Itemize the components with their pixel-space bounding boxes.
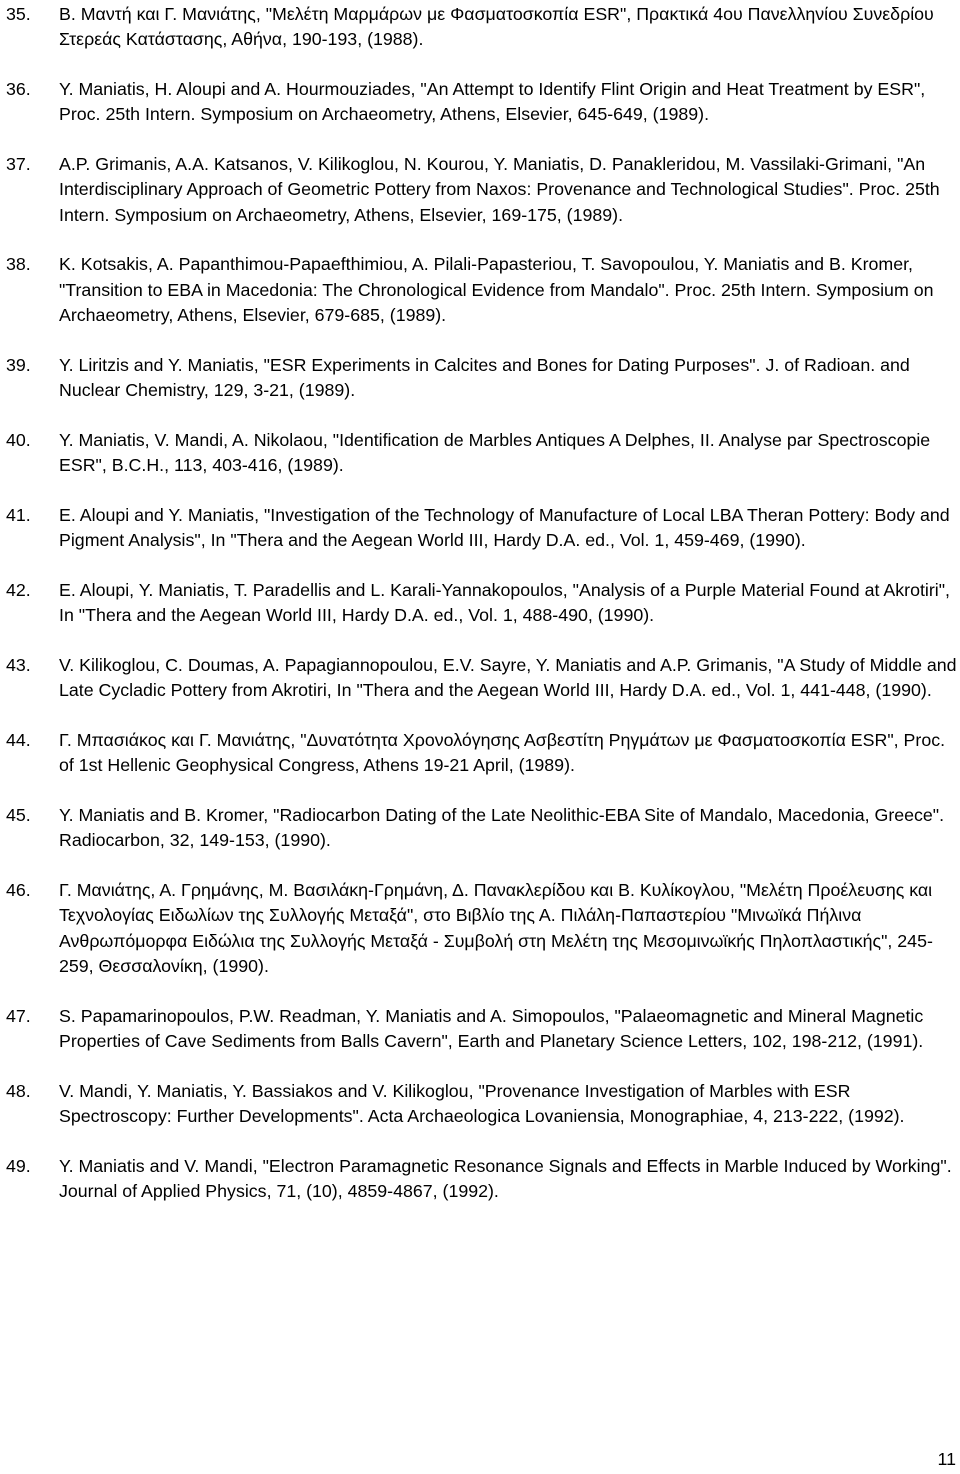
reference-entry [6,878,960,980]
reference-entry [6,428,960,479]
page-number: 11 [937,1449,956,1469]
reference-entry [6,803,960,854]
reference-entry [6,728,960,779]
reference-entry [6,77,960,128]
reference-number: 45. [6,804,31,825]
reference-entry [6,653,960,704]
reference-entry [6,1004,960,1055]
reference-text: A.P. Grimanis, A.A. Katsanos, V. Kilikoglou, N. Kourou, Y. Maniatis, D. Panakleridou, M. Vassilaki-Grimani, "An Interdisciplinary Approach of Geometric Pottery from Naxos: Provenance and Technological Studies". Proc. 25th Intern. Symposium on Archaeometry, Athens, Elsevier, 169-175, (1989). [59,154,940,225]
reference-text: Y. Maniatis, V. Mandi, A. Nikolaou, "Identification de Marbles Antiques A Delphes, II. Analyse par Spectroscopie ESR", B.C.H., 113, 403-416, (1989). [59,429,931,476]
reference-text: Y. Liritzis and Y. Maniatis, "ESR Experiments in Calcites and Bones for Dating Purposes". J. of Radioan. and Nuclear Chemistry, 129, 3-21, (1989). [59,354,910,401]
reference-entry [6,1154,960,1205]
reference-list [6,2,960,1229]
reference-number: 38. [6,254,31,275]
reference-number: 36. [6,79,31,99]
reference-text: V. Kilikoglou, C. Doumas, A. Papagiannopoulou, E.V. Sayre, Y. Maniatis and A.P. Grimanis, "A Study of Middle and Late Cycladic Pottery from Akrotiri, In "Thera and the Aegean World III, Hardy D.A. ed., Vol. 1, 441-448, (1990). [59,654,957,701]
reference-entry [6,353,960,404]
reference-number: 46. [6,879,31,900]
reference-text: Y. Maniatis, H. Aloupi and A. Hourmouziades, "An Attempt to Identify Flint Origin and Heat Treatment by ESR", Proc. 25th Intern. Symposium on Archaeometry, Athens, Elsevier, 645-649, (1989). [59,79,926,125]
reference-text: Β. Μαντή και Γ. Μανιάτης, "Μελέτη Μαρμάρων με Φασματοσκοπία ESR", Πρακτικά 4ου Πανελληνίου Συνεδρίου Στερεάς Κατάστασης, Αθήνα, 190-193, (1988). [59,4,934,50]
reference-entry [6,1079,960,1130]
reference-number: 44. [6,729,31,750]
reference-text: Y. Maniatis and V. Mandi, "Electron Paramagnetic Resonance Signals and Effects in Marble Induced by Working". Journal of Applied Physics, 71, (10), 4859-4867, (1992). [59,1155,952,1202]
reference-text: E. Aloupi and Y. Maniatis, "Investigation of the Technology of Manufacture of Local LBA Theran Pottery: Body and Pigment Analysis", In "Thera and the Aegean World III, Hardy D.A. ed., Vol. 1, 459-469, (1990). [59,504,950,551]
reference-number: 41. [6,504,31,525]
reference-number: 40. [6,429,31,450]
reference-entry [6,252,960,328]
reference-number: 47. [6,1005,31,1026]
reference-entry [6,578,960,629]
reference-text: Y. Maniatis and B. Kromer, "Radiocarbon Dating of the Late Neolithic-EBA Site of Mandalo, Macedonia, Greece". Radiocarbon, 32, 149-153, (1990). [59,804,945,851]
reference-number: 39. [6,354,31,375]
reference-number: 43. [6,654,31,675]
reference-number: 42. [6,579,31,600]
reference-number: 37. [6,154,31,174]
reference-text: V. Mandi, Y. Maniatis, Y. Bassiakos and V. Kilikoglou, "Provenance Investigation of Marbles with ESR Spectroscopy: Further Developments". Acta Archaeologica Lovaniensia, Monographiae, 4, 213-222, (1992). [59,1080,905,1127]
reference-text: E. Aloupi, Y. Maniatis, T. Paradellis and L. Karali-Yannakopoulos, "Analysis of a Purple Material Found at Akrotiri", In "Thera and the Aegean World III, Hardy D.A. ed., Vol. 1, 488-490, (1990). [59,579,950,626]
reference-text: K. Kotsakis, A. Papanthimou-Papaefthimiou, A. Pilali-Papasteriou, T. Savopoulou, Y. Maniatis and B. Kromer, "Transition to EBA in Macedonia: The Chronological Evidence from Mandalo". Proc. 25th Intern. Symposium on Archaeometry, Athens, Elsevier, 679-685, (1989). [59,254,934,326]
reference-entry [6,152,960,228]
reference-number: 35. [6,4,31,24]
reference-number: 48. [6,1080,31,1101]
reference-text: Γ. Μανιάτης, Α. Γρημάνης, Μ. Βασιλάκη-Γρημάνη, Δ. Πανακλερίδου και Β. Κυλίκογλου, "Μελέτη Προέλευσης και Τεχνολογίας Ειδωλίων της Συλλογής Μεταξά", στο Βιβλίο της Α. Πιλάλη-Παπαστερίου "Μινωϊκά Πήλινα Ανθρωπόμορφα Ειδώλια της Συλλογής Μεταξά - Συμβολή στη Μελέτη της Μεσομινωϊκής Πηλοπλαστικής", 245-259, Θεσσαλονίκη, (1990). [59,879,933,977]
reference-entry [6,503,960,554]
reference-number: 49. [6,1155,31,1176]
reference-text: S. Papamarinopoulos, P.W. Readman, Y. Maniatis and A. Simopoulos, "Palaeomagnetic and Mineral Magnetic Properties of Cave Sediments from Balls Cavern", Earth and Planetary Science Letters, 102, 198-212, (1991). [59,1005,924,1052]
reference-text: Γ. Μπασιάκος και Γ. Μανιάτης, "Δυνατότητα Χρονολόγησης Ασβεστίτη Ρηγμάτων με Φασματοσκοπία ESR", Proc. of 1st Hellenic Geophysical Congress, Athens 19-21 April, (1989). [59,729,946,776]
reference-entry [6,2,960,53]
